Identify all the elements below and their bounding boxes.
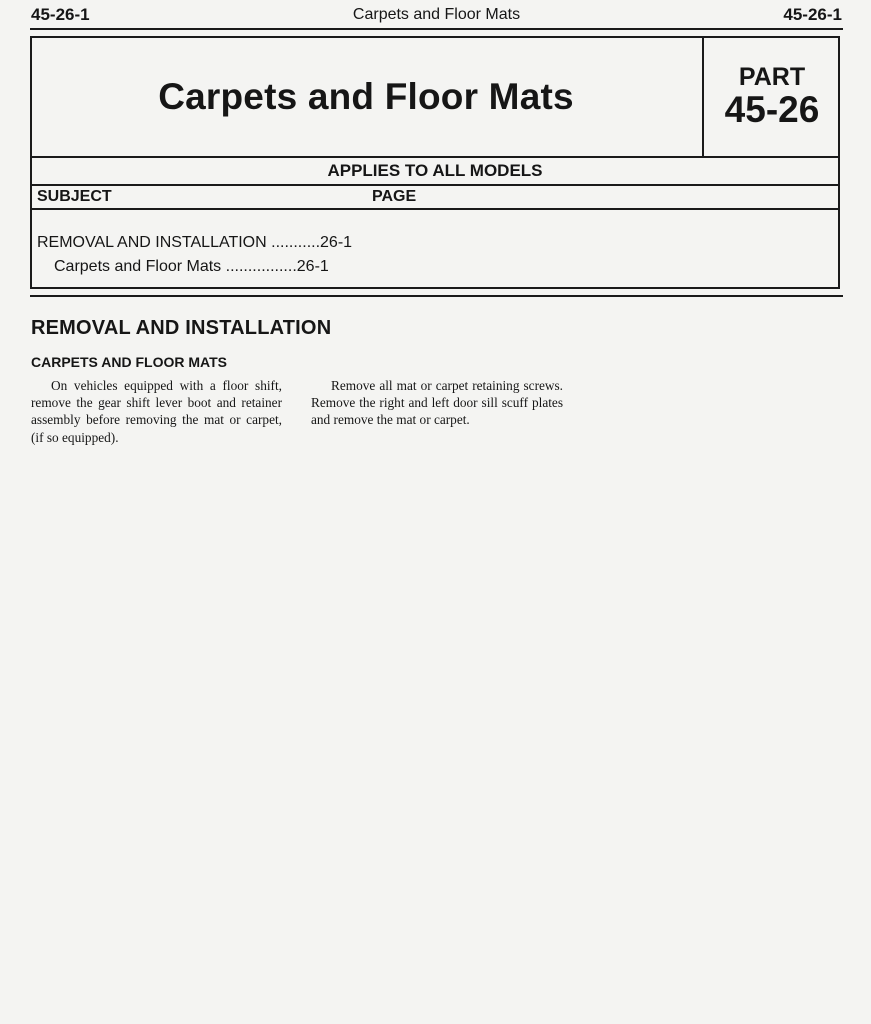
header-page-number-left: 45-26-1 — [31, 5, 90, 24]
body-paragraph-col1: On vehicles equipped with a floor shift, remove the gear shift lever boot and retainer assembly before removing the mat or carpet, (if so equipped). — [31, 378, 282, 445]
part-label: PART — [738, 63, 806, 91]
header-title: Carpets and Floor Mats — [352, 6, 521, 23]
toc-subject-header: SUBJECT — [37, 188, 112, 205]
header-page-number-right: 45-26-1 — [783, 5, 842, 24]
section-rule — [30, 295, 843, 297]
header-rule — [30, 28, 843, 30]
title-cell — [32, 38, 700, 156]
toc-entry[interactable] — [54, 258, 329, 276]
toc-entry-text: Carpets and Floor Mats — [54, 258, 222, 275]
body-paragraph-col2: Remove all mat or carpet retaining screws. Remove the right and left door sill scuff plates and remove the mat or carpet. — [311, 378, 563, 428]
title-box — [30, 36, 840, 289]
toc-entry-text: REMOVAL AND INSTALLATION — [37, 234, 267, 251]
section-heading: REMOVAL AND INSTALLATION — [31, 317, 332, 339]
applies-to-models: APPLIES TO ALL MODELS — [32, 156, 838, 186]
toc-entry-page: 26-1 — [296, 258, 329, 275]
subsection-heading: CARPETS AND FLOOR MATS — [31, 354, 227, 370]
document-title: Carpets and Floor Mats — [158, 76, 574, 117]
toc-entry-page: 26-1 — [320, 234, 353, 251]
toc-header-row — [32, 186, 838, 210]
toc-entry-leader: ................ — [221, 258, 297, 275]
part-number: 45-26 — [724, 89, 820, 130]
toc-entry[interactable] — [37, 234, 352, 252]
part-cell — [702, 38, 840, 156]
running-header — [31, 5, 842, 27]
toc-entry-leader: ........... — [266, 234, 321, 251]
toc-page-header: PAGE — [372, 188, 417, 205]
